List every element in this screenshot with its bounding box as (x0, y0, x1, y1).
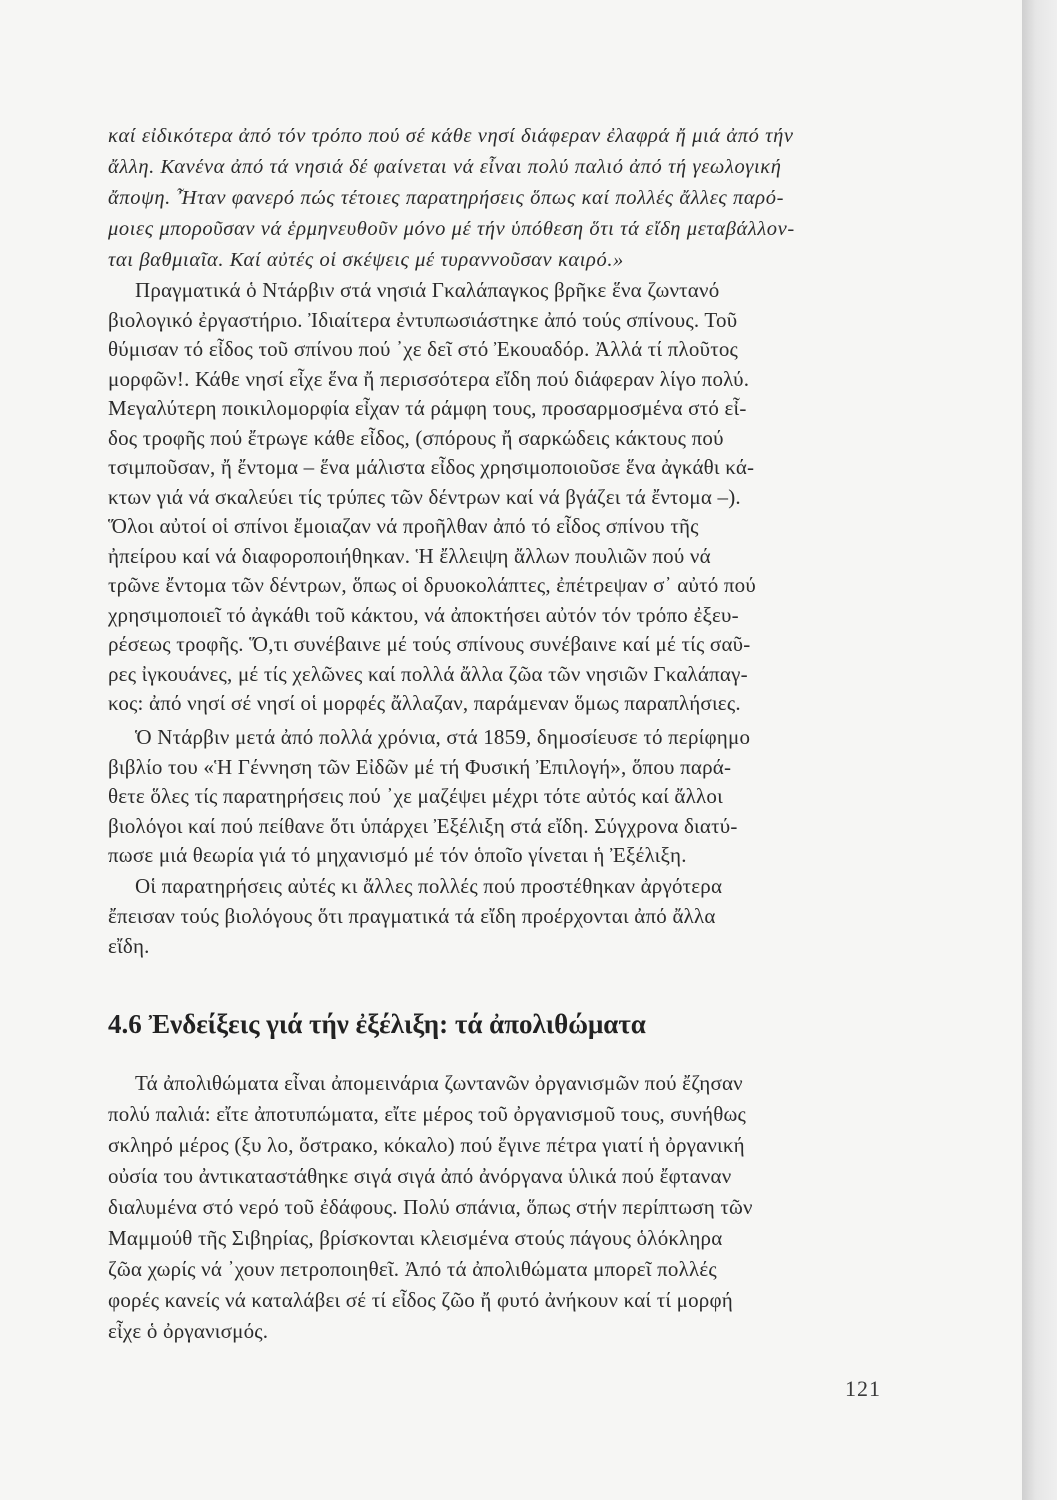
section-heading: 4.6 Ἐνδείξεις γιά τήν ἐξέλιξη: τά ἀπολιθώματα (108, 1009, 646, 1039)
quote-line: ἄποψη. Ἦταν φανερό πώς τέτοιες παρατηρήσεις ὅπως καί πολλές ἄλλες παρό- (108, 187, 785, 209)
paragraph-line: βιβλίο του «Ἡ Γέννηση τῶν Εἰδῶν μέ τή Φυσική Ἐπιλογή», ὅπου παρά- (108, 754, 732, 779)
paragraph-line: κος: ἀπό νησί σέ νησί οἱ μορφές ἄλλαζαν, παράμεναν ὅμως παραπλήσιες. (108, 691, 741, 715)
paragraph-line: διαλυμένα στό νερό τοῦ ἐδάφους. Πολύ σπάνια, ὅπως στήν περίπτωση τῶν (108, 1195, 753, 1219)
paragraph-line: τρῶνε ἔντομα τῶν δέντρων, ὅπως οἱ δρυοκολάπτες, ἐπέτρεψαν σ᾽ αὐτό πού (108, 573, 756, 597)
paragraph-line: εἶχε ὁ ὀργανισμός. (108, 1319, 269, 1343)
paragraph-line: ζῶα χωρίς νά ᾽χουν πετροποιηθεῖ. Ἀπό τά ἀπολιθώματα μπορεῖ πολλές (108, 1257, 717, 1281)
paragraph-line: χρησιμοποιεῖ τό ἀγκάθι τοῦ κάκτου, νά ἀποκτήσει αὐτόν τόν τρόπο ἐξευ- (108, 602, 739, 627)
page-edge-shadow (1022, 0, 1057, 1500)
paragraph-line: εἴδη. (108, 934, 150, 958)
paragraph-line: πωσε μιά θεωρία γιά τό μηχανισμό μέ τόν ὁποῖο γίνεται ἡ Ἐξέλιξη. (108, 843, 687, 867)
paragraph-line: κτων γιά νά σκαλεύει τίς τρύπες τῶν δέντρων καί νά βγάζει τά ἔντομα –). (108, 484, 741, 509)
paragraph-line: Ὁ Ντάρβιν μετά ἀπό πολλά χρόνια, στά 1859, δημοσίευσε τό περίφημο (135, 725, 751, 749)
paragraph-line: δος τροφῆς πού ἔτρωγε κάθε εἶδος, (σπόρους ἤ σαρκώδεις κάκτους πού (108, 425, 724, 450)
paragraph-line: θετε ὅλες τίς παρατηρήσεις πού ᾽χε μαζέψει μέχρι τότε αὐτός καί ἄλλοι (108, 784, 723, 808)
paragraph-line: ἠπείρου καί νά διαφοροποιήθηκαν. Ἡ ἔλλειψη ἄλλων πουλιῶν πού νά (108, 543, 711, 568)
paragraph-line: φορές κανείς νά καταλάβει σέ τί εἶδος ζῶο ἤ φυτό ἀνήκουν καί τί μορφή (108, 1288, 733, 1312)
paragraph-line: θύμισαν τό εἶδος τοῦ σπίνου πού ᾽χε δεῖ στό Ἐκουαδόρ. Ἀλλά τί πλοῦτος (108, 337, 739, 361)
paragraph-line: ἔπεισαν τούς βιολόγους ὅτι πραγματικά τά εἴδη προέρχονται ἀπό ἄλλα (108, 904, 716, 928)
paragraph-line: οὐσία του ἀντικαταστάθηκε σιγά σιγά ἀπό ἀνόργανα ὑλικά πού ἔφταναν (108, 1164, 732, 1188)
quote-line: ἄλλη. Κανένα ἀπό τά νησιά δέ φαίνεται νά εἶναι πολύ παλιό ἀπό τή γεωλογική (108, 156, 782, 178)
quote-line: μοιες μποροῦσαν νά ἑρμηνευθοῦν μόνο μέ τήν ὑπόθεση ὅτι τά εἴδη μεταβάλλον- (108, 218, 795, 240)
paragraph-line: βιολόγοι καί πού πείθανε ὅτι ὑπάρχει Ἐξέλιξη στά εἴδη. Σύγχρονα διατύ- (108, 813, 738, 838)
paragraph-line: Μεγαλύτερη ποικιλομορφία εἶχαν τά ράμφη τους, προσαρμοσμένα στό εἶ- (108, 396, 747, 420)
paragraph-line: Μαμμούθ τῆς Σιβηρίας, βρίσκονται κλεισμένα στούς πάγους ὁλόκληρα (108, 1226, 723, 1250)
paragraph-line: σκληρό μέρος (ξυ λο, ὄστρακο, κόκαλο) πού ἔγινε πέτρα γιατί ἡ ὀργανική (108, 1133, 745, 1157)
paragraph-line: Τά ἀπολιθώματα εἶναι ἀπομεινάρια ζωντανῶν ὀργανισμῶν πού ἔζησαν (135, 1071, 743, 1095)
paragraph-line: τσιμποῦσαν, ἤ ἔντομα – ἕνα μάλιστα εἶδος χρησιμοποιοῦσε ἕνα ἀγκάθι κά- (108, 455, 755, 479)
quote-line: καί εἰδικότερα ἀπό τόν τρόπο πού σέ κάθε νησί διάφεραν ἐλαφρά ἤ μιά ἀπό τήν (108, 125, 794, 147)
paragraph-line: μορφῶν!. Κάθε νησί εἶχε ἕνα ἤ περισσότερα εἴδη πού διάφεραν λίγο πολύ. (108, 366, 750, 391)
page-number: 121 (845, 1376, 881, 1401)
paragraph-line: ρέσεως τροφῆς. Ὅ,τι συνέβαινε μέ τούς σπίνους συνέβαινε καί μέ τίς σαῦ- (108, 632, 751, 656)
paragraph-line: ρες ἰγκουάνες, μέ τίς χελῶνες καί πολλά ἄλλα ζῶα τῶν νησιῶν Γκαλάπαγ- (108, 661, 748, 686)
paragraph-line: Ὅλοι αὐτοί οἱ σπίνοι ἔμοιαζαν νά προῆλθαν ἀπό τό εἶδος σπίνου τῆς (108, 514, 699, 538)
paragraph-line: βιολογικό ἐργαστήριο. Ἰδιαίτερα ἐντυπωσιάστηκε ἀπό τούς σπίνους. Τοῦ (108, 307, 738, 332)
quote-line: ται βαθμιαῖα. Καί αὐτές οἱ σκέψεις μέ τυραννοῦσαν καιρό.» (108, 249, 624, 271)
paragraph-line: Οἱ παρατηρήσεις αὐτές κι ἄλλες πολλές πού προστέθηκαν ἀργότερα (135, 874, 723, 898)
paragraph-line: πολύ παλιά: εἴτε ἀποτυπώματα, εἴτε μέρος τοῦ ὀργανισμοῦ τους, συνήθως (108, 1102, 747, 1126)
paragraph-line: Πραγματικά ὁ Ντάρβιν στά νησιά Γκαλάπαγκος βρῆκε ἕνα ζωντανό (135, 278, 720, 302)
